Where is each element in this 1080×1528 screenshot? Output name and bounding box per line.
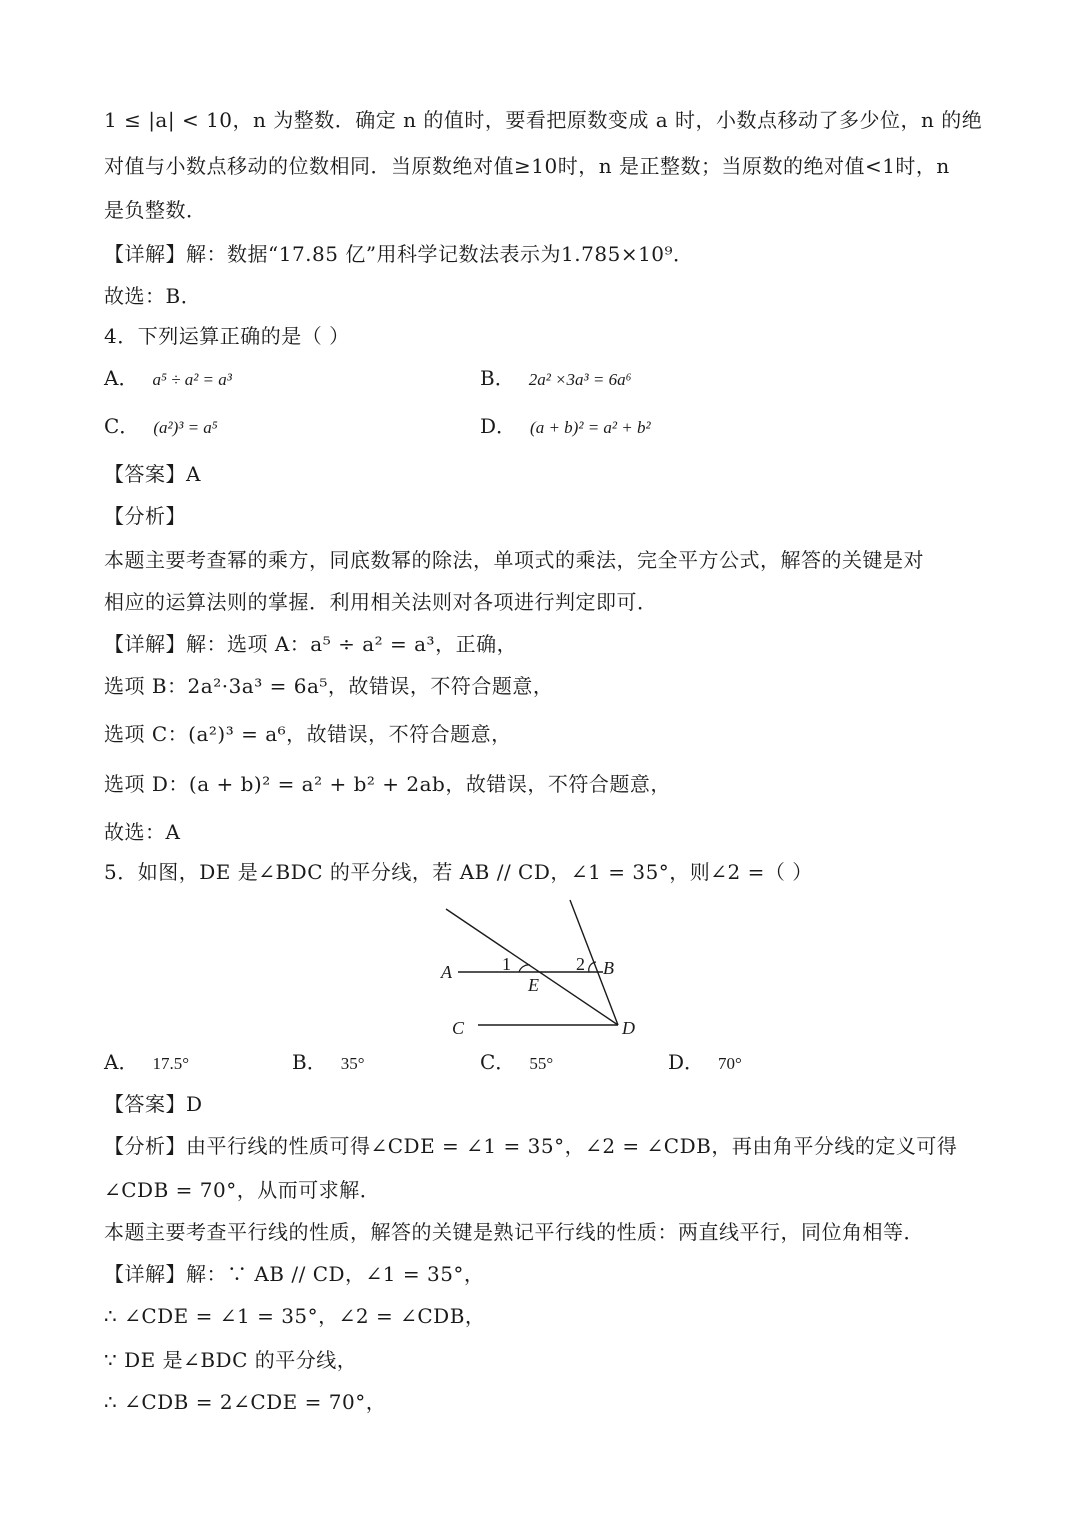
angle-1-arc [519, 965, 530, 972]
q4-option-b [480, 364, 632, 394]
option-letter: A． [104, 366, 139, 390]
label-angle-1: 1 [502, 954, 511, 974]
text-line: ∵ DE 是∠BDC 的平分线， [104, 1348, 358, 1372]
option-value: 70° [718, 1054, 742, 1073]
text-line: ∴ ∠CDB = 2∠CDE = 70°， [104, 1390, 387, 1414]
q4-option-a [104, 364, 232, 394]
geometry-figure [436, 896, 656, 1046]
option-value: 35° [340, 1054, 365, 1073]
text-line: 选项 B：2a²·3a³ = 6a⁵，故错误，不符合题意， [104, 674, 554, 698]
text-line: 故选：A [104, 820, 181, 844]
label-a: A [441, 962, 452, 982]
option-letter: B． [292, 1050, 327, 1074]
label-c: C [452, 1018, 465, 1038]
text-line: 1 ≤ |a| < 10，n 为整数．确定 n 的值时，要看把原数变成 a 时，小数点移动了多少位，n 的绝 [104, 108, 983, 132]
text-line: ∴ ∠CDE = ∠1 = 35°，∠2 = ∠CDB， [104, 1304, 486, 1328]
text-line: 选项 C：(a²)³ = a⁶，故错误，不符合题意， [104, 722, 512, 746]
text-line: 本题主要考查平行线的性质，解答的关键是熟记平行线的性质：两直线平行，同位角相等． [104, 1220, 924, 1244]
text-line: 选项 D：(a + b)² = a² + b² + 2ab，故错误，不符合题意， [104, 772, 671, 796]
option-letter: D． [480, 414, 517, 438]
q5-option-c [480, 1048, 553, 1078]
label-d: D [622, 1018, 635, 1038]
text-line: 【详解】解：数据“17.85 亿”用科学记数法表示为1.785×10⁹． [104, 242, 694, 266]
analysis-label: 【分析】 [104, 504, 186, 528]
option-value: 55° [529, 1054, 554, 1073]
text-line: 对值与小数点移动的位数相同．当原数绝对值≥10时，n 是正整数；当原数的绝对值<1时，n [104, 154, 950, 178]
text-line: 是负整数． [104, 198, 207, 222]
option-expression: 2a² ×3a³ = 6a⁶ [528, 370, 632, 389]
q5-option-d [668, 1048, 742, 1078]
question-4-title: 4．下列运算正确的是（ ） [104, 324, 350, 348]
text-line: 本题主要考查幂的乘方，同底数幂的除法，单项式的乘法，完全平方公式，解答的关键是对 [104, 548, 924, 572]
text-line: 【详解】解：选项 A：a⁵ ÷ a² = a³，正确， [104, 632, 518, 656]
option-letter: A． [104, 1050, 139, 1074]
answer-label: 【答案】A [104, 462, 201, 486]
option-letter: B． [480, 366, 515, 390]
option-letter: D． [668, 1050, 705, 1074]
q4-option-d [480, 412, 651, 442]
text-line: ∠CDB = 70°，从而可求解． [104, 1178, 381, 1202]
option-value: 17.5° [152, 1054, 190, 1073]
option-letter: C． [104, 414, 140, 438]
text-line: 【分析】由平行线的性质可得∠CDE = ∠1 = 35°，∠2 = ∠CDB，再由角平分线的定义可得 [104, 1134, 958, 1158]
q5-option-a [104, 1048, 189, 1078]
q5-option-b [292, 1048, 365, 1078]
option-expression: (a²)³ = a⁵ [153, 418, 218, 437]
text-line: 故选：B． [104, 284, 202, 308]
option-expression: a⁵ ÷ a² = a³ [152, 370, 232, 389]
answer-label: 【答案】D [104, 1092, 203, 1116]
label-angle-2: 2 [576, 954, 585, 974]
label-b: B [603, 958, 614, 978]
line-de [446, 909, 618, 1025]
option-expression: (a + b)² = a² + b² [530, 418, 651, 437]
label-e: E [528, 975, 539, 995]
text-line: 相应的运算法则的掌握．利用相关法则对各项进行判定即可． [104, 590, 658, 614]
question-5-title: 5．如图，DE 是∠BDC 的平分线，若 AB // CD，∠1 = 35°，则∠2 =（ ） [104, 860, 813, 884]
option-letter: C． [480, 1050, 516, 1074]
text-line: 【详解】解：∵ AB // CD，∠1 = 35°， [104, 1262, 485, 1286]
q4-option-c [104, 412, 218, 442]
